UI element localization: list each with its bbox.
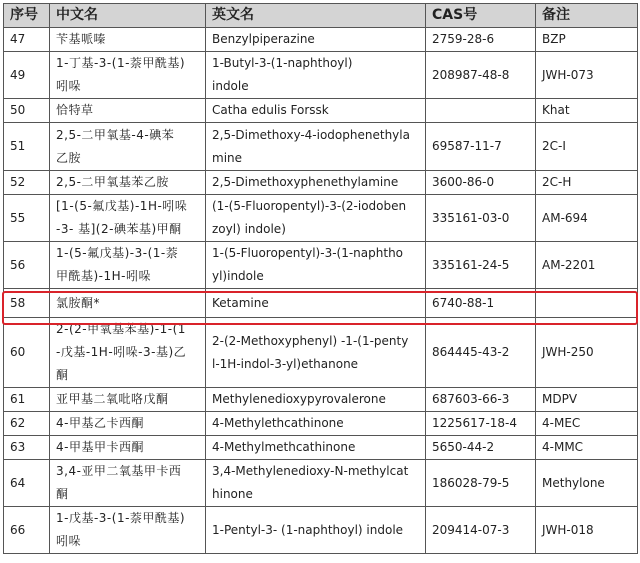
note-cell — [536, 289, 638, 318]
row-number-cell: 58 — [4, 289, 50, 318]
cas-number-cell: 1225617-18-4 — [426, 412, 536, 436]
row-number-cell: 66 — [4, 507, 50, 554]
note-cell: MDPV — [536, 388, 638, 412]
note-cell: AM-694 — [536, 195, 638, 242]
cas-number-cell: 687603-66-3 — [426, 388, 536, 412]
english-name-cell: 2,5-Dimethoxy-4-iodophenethyla mine — [206, 123, 426, 171]
row-number-cell: 56 — [4, 242, 50, 289]
note-cell: JWH-250 — [536, 318, 638, 388]
english-name-cell: 1-Pentyl-3- (1-naphthoyl) indole — [206, 507, 426, 554]
english-name-cell: Ketamine — [206, 289, 426, 318]
table-row — [4, 388, 638, 412]
row-number-cell: 47 — [4, 28, 50, 52]
note-cell: Methylone — [536, 460, 638, 507]
row-number-cell: 61 — [4, 388, 50, 412]
table-row — [4, 436, 638, 460]
english-name-cell: 1-(5-Fluoropentyl)-3-(1-naphtho yl)indole — [206, 242, 426, 289]
table-row — [4, 28, 638, 52]
chinese-name-cell: 氯胺酮* — [50, 289, 206, 318]
chinese-name-cell: 亚甲基二氧吡咯戊酮 — [50, 388, 206, 412]
header-no: 序号 — [4, 4, 50, 28]
chinese-name-cell: 4-甲基甲卡西酮 — [50, 436, 206, 460]
chinese-name-cell: 2,5-二甲氧基苯乙胺 — [50, 171, 206, 195]
english-name-cell: 4-Methylethcathinone — [206, 412, 426, 436]
table-row — [4, 460, 638, 507]
english-name-cell: 4-Methylmethcathinone — [206, 436, 426, 460]
row-number-cell: 62 — [4, 412, 50, 436]
cas-number-cell: 335161-24-5 — [426, 242, 536, 289]
chinese-name-cell: 2,5-二甲氧基-4-碘苯 乙胺 — [50, 123, 206, 171]
note-cell: 2C-H — [536, 171, 638, 195]
chinese-name-cell: [1-(5-氟戊基)-1H-吲哚 -3- 基](2-碘苯基)甲酮 — [50, 195, 206, 242]
header-english-name: 英文名 — [206, 4, 426, 28]
table-row — [4, 318, 638, 388]
chinese-name-cell: 1-(5-氟戊基)-3-(1-萘 甲酰基)-1H-吲哚 — [50, 242, 206, 289]
cas-number-cell: 864445-43-2 — [426, 318, 536, 388]
row-number-cell: 55 — [4, 195, 50, 242]
chinese-name-cell: 恰特草 — [50, 99, 206, 123]
header-note: 备注 — [536, 4, 638, 28]
header-chinese-name: 中文名 — [50, 4, 206, 28]
cas-number-cell — [426, 99, 536, 123]
table-row — [4, 507, 638, 554]
table-row — [4, 412, 638, 436]
header-cas: CAS号 — [426, 4, 536, 28]
cas-number-cell: 69587-11-7 — [426, 123, 536, 171]
cas-number-cell: 335161-03-0 — [426, 195, 536, 242]
table-row — [4, 52, 638, 99]
row-number-cell: 49 — [4, 52, 50, 99]
substance-table — [3, 3, 638, 554]
table-row — [4, 171, 638, 195]
cas-number-cell: 186028-79-5 — [426, 460, 536, 507]
english-name-cell: Catha edulis Forssk — [206, 99, 426, 123]
note-cell: JWH-073 — [536, 52, 638, 99]
chinese-name-cell: 1-丁基-3-(1-萘甲酰基) 吲哚 — [50, 52, 206, 99]
table-row — [4, 123, 638, 171]
note-cell: 2C-I — [536, 123, 638, 171]
english-name-cell: (1-(5-Fluoropentyl)-3-(2-iodoben zoyl) indole) — [206, 195, 426, 242]
note-cell: AM-2201 — [536, 242, 638, 289]
header-row — [4, 4, 638, 28]
cas-number-cell: 5650-44-2 — [426, 436, 536, 460]
english-name-cell: 1-Butyl-3-(1-naphthoyl) indole — [206, 52, 426, 99]
chinese-name-cell: 2-(2-甲氧基苯基)-1-(1 -戊基-1H-吲哚-3-基)乙 酮 — [50, 318, 206, 388]
cas-number-cell: 6740-88-1 — [426, 289, 536, 318]
english-name-cell: Methylenedioxypyrovalerone — [206, 388, 426, 412]
note-cell: 4-MMC — [536, 436, 638, 460]
chinese-name-cell: 3,4-亚甲二氧基甲卡西 酮 — [50, 460, 206, 507]
english-name-cell: Benzylpiperazine — [206, 28, 426, 52]
cas-number-cell: 3600-86-0 — [426, 171, 536, 195]
table-row — [4, 195, 638, 242]
table-row — [4, 242, 638, 289]
row-number-cell: 64 — [4, 460, 50, 507]
table-row — [4, 289, 638, 318]
row-number-cell: 60 — [4, 318, 50, 388]
chinese-name-cell: 苄基哌嗪 — [50, 28, 206, 52]
cas-number-cell: 209414-07-3 — [426, 507, 536, 554]
row-number-cell: 52 — [4, 171, 50, 195]
row-number-cell: 51 — [4, 123, 50, 171]
row-number-cell: 50 — [4, 99, 50, 123]
note-cell: 4-MEC — [536, 412, 638, 436]
english-name-cell: 3,4-Methylenedioxy-N-methylcat hinone — [206, 460, 426, 507]
note-cell: JWH-018 — [536, 507, 638, 554]
cas-number-cell: 208987-48-8 — [426, 52, 536, 99]
note-cell: Khat — [536, 99, 638, 123]
chinese-name-cell: 4-甲基乙卡西酮 — [50, 412, 206, 436]
cas-number-cell: 2759-28-6 — [426, 28, 536, 52]
english-name-cell: 2-(2-Methoxyphenyl) -1-(1-penty l-1H-indol-3-yl)ethanone — [206, 318, 426, 388]
row-number-cell: 63 — [4, 436, 50, 460]
table-row — [4, 99, 638, 123]
note-cell: BZP — [536, 28, 638, 52]
english-name-cell: 2,5-Dimethoxyphenethylamine — [206, 171, 426, 195]
chinese-name-cell: 1-戊基-3-(1-萘甲酰基) 吲哚 — [50, 507, 206, 554]
